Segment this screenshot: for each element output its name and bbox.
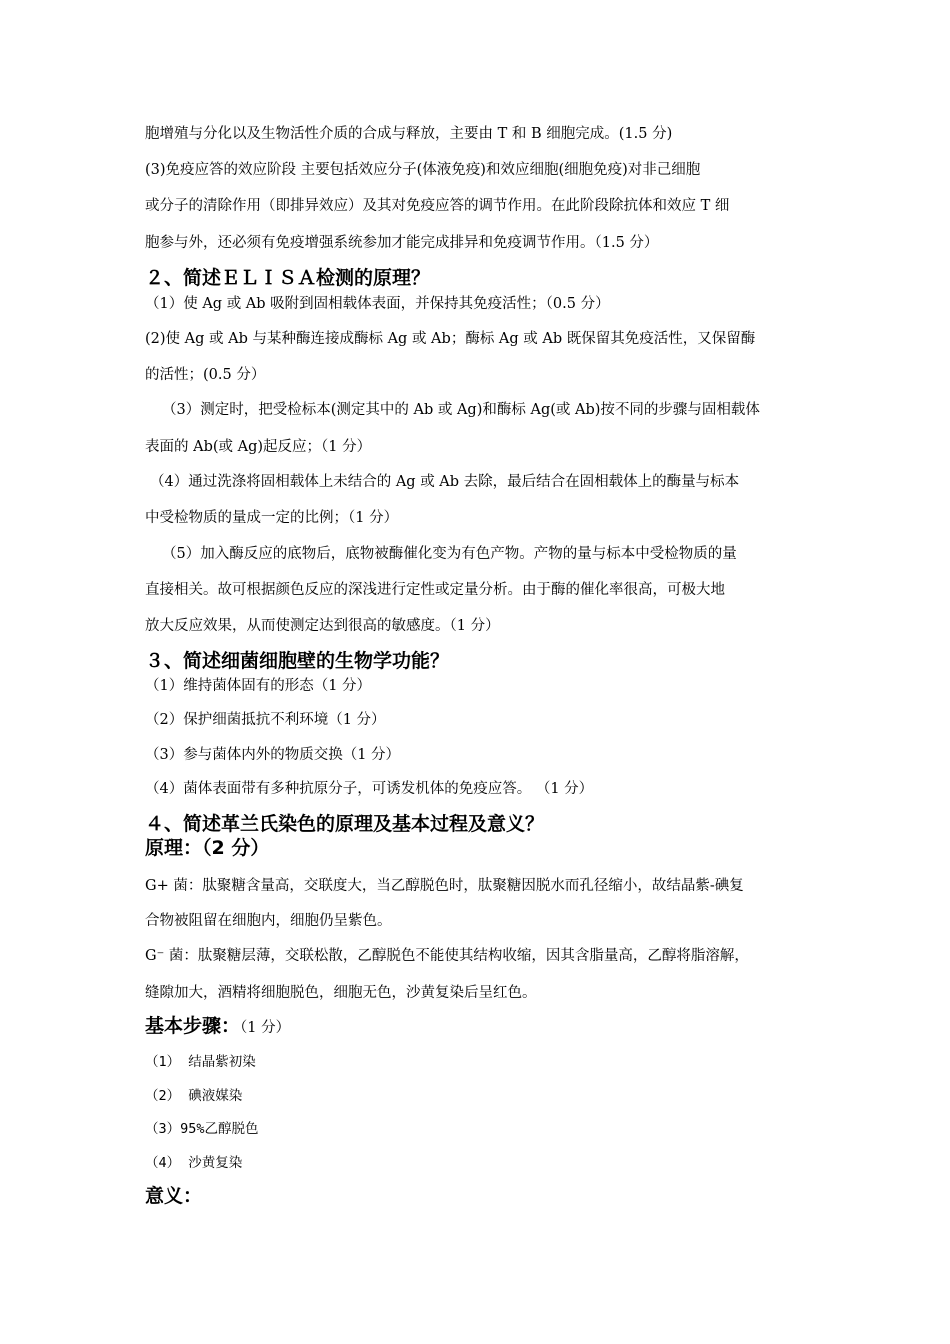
q2-line-4: （3）测定时，把受检标本(测定其中的 Ab 或 Ag)和酶标 Ag(或 Ab)按不同的步骤与固相载体 <box>162 402 760 418</box>
intro-line-4: 胞参与外，还必须有免疫增强系统参加才能完成排异和免疫调节作用。（1.5 分） <box>145 235 659 251</box>
q4-step-4: （4） 沙黄复染 <box>145 1155 243 1171</box>
q2-line-3: 的活性；(0.5 分） <box>145 367 266 383</box>
q4-step-3: （3）95%乙醇脱色 <box>145 1121 259 1137</box>
q4-principle-heading: 原理：（2 分） <box>145 837 270 859</box>
q4-principle-line-2: 合物被阻留在细胞内，细胞仍呈紫色。 <box>145 913 392 929</box>
q3-line-2: （2）保护细菌抵抗不利环境（1 分） <box>145 712 386 728</box>
q4-principle-line-1: G+ 菌：肽聚糖含量高，交联度大，当乙醇脱色时，肽聚糖因脱水而孔径缩小，故结晶紫-碘复 <box>145 878 744 894</box>
q2-line-1: （1）使 Ag 或 Ab 吸附到固相载体表面，并保持其免疫活性；（0.5 分） <box>145 296 610 312</box>
q4-meaning-heading: 意义： <box>145 1185 203 1207</box>
q3-heading: ３、简述细菌细胞壁的生物学功能？ <box>145 650 450 672</box>
q4-step-2: （2） 碘液媒染 <box>145 1088 243 1104</box>
q4-step-1: （1） 结晶紫初染 <box>145 1054 256 1070</box>
q4-principle-line-3: G⁻ 菌：肽聚糖层薄，交联松散，乙醇脱色不能使其结构收缩，因其含脂量高，乙醇将脂溶解， <box>145 948 749 964</box>
q4-steps-heading-text: 基本步骤： <box>145 1015 241 1037</box>
q2-heading: ２、简述ＥＬＩＳＡ检测的原理？ <box>145 267 431 289</box>
intro-line-3: 或分子的清除作用（即排异效应）及其对免疫应答的调节作用。在此阶段除抗体和效应 T 细 <box>145 198 730 214</box>
q4-steps-heading <box>145 1014 825 1040</box>
intro-line-1: 胞增殖与分化以及生物活性介质的合成与释放，主要由 T 和 B 细胞完成。(1.5 分) <box>145 126 673 142</box>
q2-line-5: 表面的 Ab(或 Ag)起反应；（1 分） <box>145 439 372 455</box>
q3-line-1: （1）维持菌体固有的形态（1 分） <box>145 678 372 694</box>
q3-line-4: （4）菌体表面带有多种抗原分子，可诱发机体的免疫应答。 （1 分） <box>145 781 594 797</box>
q2-line-2: (2)使 Ag 或 Ab 与某种酶连接成酶标 Ag 或 Ab；酶标 Ag 或 Ab 既保留其免疫活性，又保留酶 <box>145 331 756 347</box>
q4-heading: ４、简述革兰氏染色的原理及基本过程及意义？ <box>145 813 545 835</box>
q2-line-6: （4）通过洗涤将固相载体上未结合的 Ag 或 Ab 去除，最后结合在固相载体上的酶量与标本 <box>150 474 740 490</box>
q4-steps-score: （1 分） <box>240 1020 291 1036</box>
q2-line-8: （5）加入酶反应的底物后，底物被酶催化变为有色产物。产物的量与标本中受检物质的量 <box>162 546 737 562</box>
q2-line-9: 直接相关。故可根据颜色反应的深浅进行定性或定量分析。由于酶的催化率很高，可极大地 <box>145 582 725 598</box>
q3-line-3: （3）参与菌体内外的物质交换（1 分） <box>145 747 401 763</box>
q4-principle-line-4: 缝隙加大，酒精将细胞脱色，细胞无色，沙黄复染后呈红色。 <box>145 985 537 1001</box>
q2-line-7: 中受检物质的量成一定的比例；（1 分） <box>145 510 399 526</box>
q2-line-10: 放大反应效果，从而使测定达到很高的敏感度。（1 分） <box>145 618 500 634</box>
intro-line-2: (3)免疫应答的效应阶段 主要包括效应分子(体液免疫)和效应细胞(细胞免疫)对非己细胞 <box>145 162 701 178</box>
